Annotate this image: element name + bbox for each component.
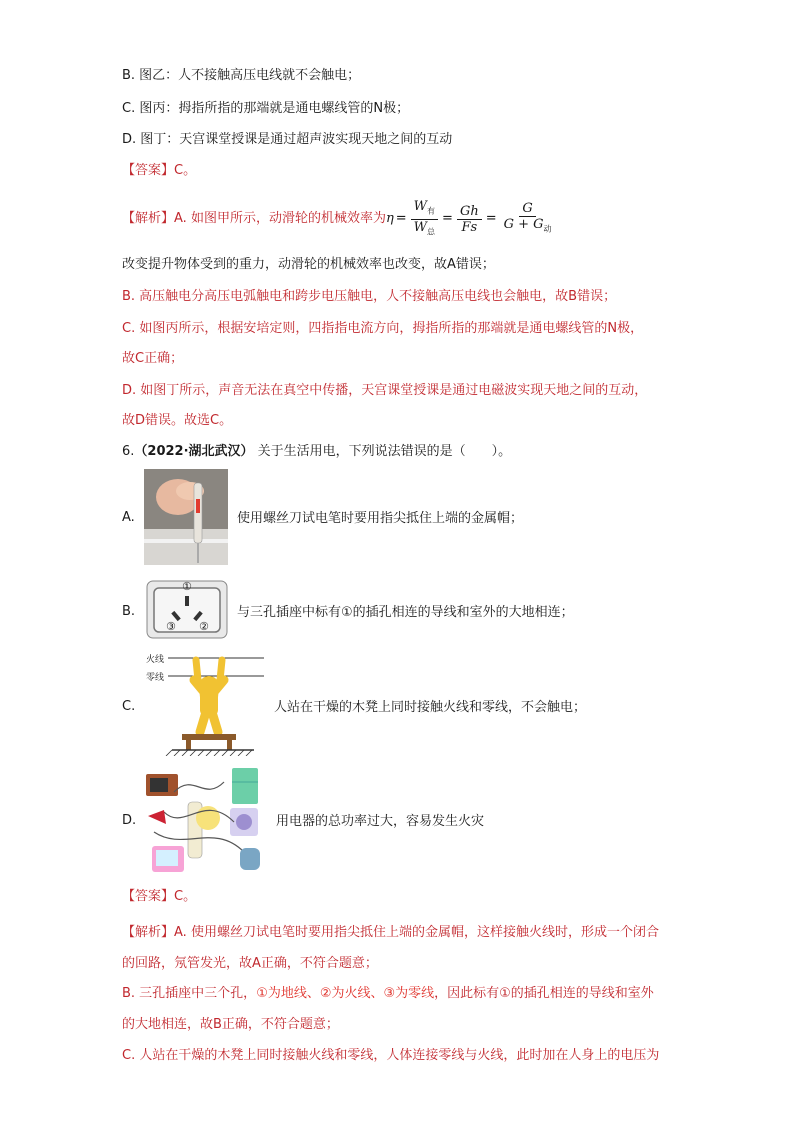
q6-analysis-l2: 的回路，氖管发光，故A正确，不符合题意； <box>122 956 378 971</box>
analysis-l3-b: ，因此标有①的插孔相连的导线和室外 <box>434 986 654 1001</box>
q6-stem <box>122 443 511 461</box>
wire-zero-label: 零线 <box>146 673 165 683</box>
stool-figure <box>144 652 268 756</box>
w-total: W <box>413 219 428 235</box>
socket-mark-2: ② <box>199 620 209 633</box>
option-b-previous: B. 图乙：人不接触高压电线就不会触电； <box>122 68 361 83</box>
option-b-text: 与三孔插座中标有①的插孔相连的导线和室外的大地相连； <box>237 605 574 620</box>
option-d-label: D. <box>122 813 137 828</box>
analysis-a-prefix: A. 如图甲所示，动滑轮的机械效率为 <box>174 211 386 227</box>
overloaded-socket-illustration <box>144 762 272 878</box>
w-total-sub: 总 <box>427 227 436 237</box>
fraction-w <box>411 199 438 239</box>
q5-answer <box>122 162 196 180</box>
w-useful-sub: 有 <box>427 206 436 216</box>
q6-analysis-l5: C. 人站在干燥的木凳上同时接触火线和零线，人体连接零线与火线，此时加在人身上的电压为 <box>122 1048 660 1063</box>
g: G <box>519 201 535 217</box>
analysis-tag: 【解析】 <box>122 925 175 940</box>
wire-fire-label: 火线 <box>146 655 165 665</box>
socket-mark-1: ① <box>182 580 192 593</box>
fraction-g <box>501 201 555 237</box>
answer-value: C。 <box>174 889 197 904</box>
option-a-text: 使用螺丝刀试电笔时要用指尖抵住上端的金属帽； <box>237 511 524 526</box>
fraction-gh <box>457 204 482 235</box>
option-d-text: 用电器的总功率过大，容易发生火灾 <box>276 814 485 829</box>
q6-source: （2022·湖北武汉） <box>134 444 254 459</box>
q6-analysis-l1 <box>122 924 659 942</box>
q6-stem-text: 关于生活用电，下列说法错误的是（ ）。 <box>257 444 512 459</box>
option-c-text: 人站在干燥的木凳上同时接触火线和零线，不会触电； <box>274 700 587 715</box>
q5-analysis-a <box>122 199 557 239</box>
q5-line2: 改变提升物体受到的重力，动滑轮的机械效率也改变，故A错误； <box>122 257 495 272</box>
person-on-stool-illustration <box>144 652 268 756</box>
analysis-l3-a: B. 三孔插座中三个孔， <box>122 986 257 1001</box>
option-a-label: A. <box>122 510 135 525</box>
equals: = <box>485 211 497 227</box>
equals: = <box>395 211 407 227</box>
w-useful: W <box>413 199 428 214</box>
answer-tag: 【答案】 <box>122 163 175 178</box>
q5-line5: 故C正确； <box>122 351 184 366</box>
q5-line3: B. 高压触电分高压电弧触电和跨步电压触电，人不接触高压电线也会触电，故B错误； <box>122 289 617 304</box>
option-c-label: C. <box>122 699 136 714</box>
fs: Fs <box>461 219 478 235</box>
q5-line7: 故D错误。故选C。 <box>122 413 233 428</box>
analysis-l3-highlight: ①为地线、②为火线、③为零线 <box>256 986 435 1001</box>
answer-value: C。 <box>174 163 197 178</box>
socket-mark-3: ③ <box>166 620 176 633</box>
q6-analysis-l4: 的大地相连，故B正确，不符合题意； <box>122 1017 339 1032</box>
g-sub: 动 <box>543 224 552 234</box>
q5-line4: C. 如图丙所示，根据安培定则，四指指电流方向，拇指所指的那端就是通电螺线管的N极， <box>122 321 644 336</box>
answer-tag: 【答案】 <box>122 889 175 904</box>
analysis-tag: 【解析】 <box>122 211 175 227</box>
q6-analysis-l3 <box>122 985 654 1003</box>
three-hole-socket <box>146 580 228 639</box>
equals: = <box>442 211 453 227</box>
appliances-icon <box>144 762 272 878</box>
option-b-label: B. <box>122 604 136 619</box>
g-plus: G + G <box>503 217 544 233</box>
option-d-previous: D. 图丁：天宫课堂授课是通过超声波实现天地之间的互动 <box>122 132 453 147</box>
efficiency-formula <box>386 199 557 239</box>
eta-symbol: η <box>385 211 394 227</box>
analysis-l1-text: A. 使用螺丝刀试电笔时要用指尖抵住上端的金属帽，这样接触火线时，形成一个闭合 <box>174 925 659 940</box>
q6-answer <box>122 888 196 906</box>
test-pen-illustration <box>144 469 228 565</box>
test-pen-photo <box>144 469 228 565</box>
q5-line6: D. 如图丁所示，声音无法在真空中传播，天宫课堂授课是通过电磁波实现天地之间的互动， <box>122 383 648 398</box>
q6-number: 6. <box>122 444 135 459</box>
option-c-previous: C. 图丙：拇指所指的那端就是通电螺线管的N极； <box>122 101 410 116</box>
gh: Gh <box>457 204 482 220</box>
